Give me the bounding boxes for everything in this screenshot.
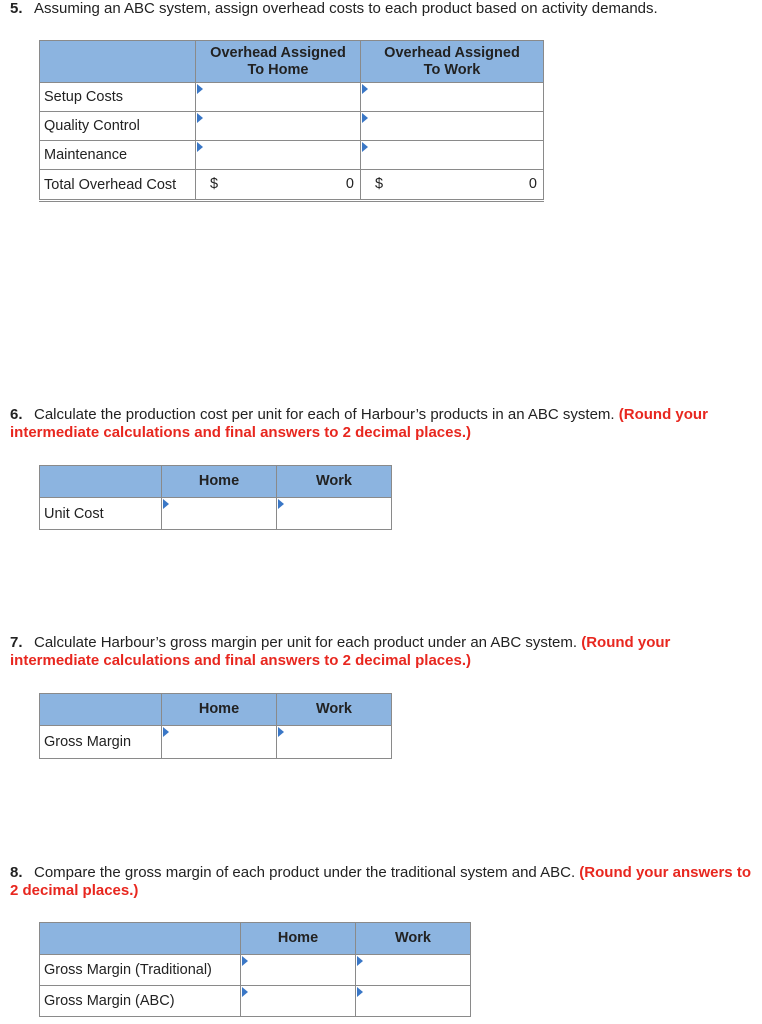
row-label: Maintenance	[40, 141, 196, 170]
col-header-work: Work	[277, 466, 392, 498]
quality-home-input[interactable]	[196, 112, 361, 141]
input-marker-icon	[242, 987, 248, 997]
traditional-home-input[interactable]	[241, 955, 356, 986]
currency-symbol: $	[375, 176, 384, 192]
input-marker-icon	[197, 113, 203, 123]
row-label: Quality Control	[40, 112, 196, 141]
gross-margin-home-input[interactable]	[162, 726, 277, 759]
input-marker-icon	[278, 499, 284, 509]
input-marker-icon	[357, 987, 363, 997]
col-header-home: Home	[241, 923, 356, 955]
traditional-work-input[interactable]	[356, 955, 471, 986]
rounding-note: (Round your intermediate calculations and final answers to 2 decimal places.)	[10, 634, 671, 669]
corner-cell	[40, 694, 162, 726]
table-row	[40, 83, 544, 112]
comparison-table	[39, 922, 471, 1017]
gross-margin-table	[39, 693, 392, 759]
unit-cost-table	[39, 465, 392, 530]
input-marker-icon	[242, 956, 248, 966]
table-row	[40, 141, 544, 170]
input-marker-icon	[362, 113, 368, 123]
input-marker-icon	[197, 84, 203, 94]
question-5	[10, 0, 755, 18]
col-header-home: Home	[162, 466, 277, 498]
total-home	[196, 170, 361, 201]
question-number: 8.	[10, 864, 23, 881]
col-header-work: Overhead Assigned To Work	[361, 41, 544, 83]
corner-cell	[40, 923, 241, 955]
question-number: 7.	[10, 634, 23, 651]
setup-home-input[interactable]	[196, 83, 361, 112]
table-row	[40, 112, 544, 141]
row-label: Setup Costs	[40, 83, 196, 112]
row-label: Gross Margin (ABC)	[40, 986, 241, 1017]
corner-cell	[40, 466, 162, 498]
input-marker-icon	[357, 956, 363, 966]
input-marker-icon	[197, 142, 203, 152]
gross-margin-work-input[interactable]	[277, 726, 392, 759]
total-row	[40, 170, 544, 201]
abc-work-input[interactable]	[356, 986, 471, 1017]
total-work	[361, 170, 544, 201]
setup-work-input[interactable]	[361, 83, 544, 112]
abc-home-input[interactable]	[241, 986, 356, 1017]
input-marker-icon	[163, 727, 169, 737]
input-marker-icon	[278, 727, 284, 737]
col-header-home: Overhead Assigned To Home	[196, 41, 361, 83]
question-text: Calculate the production cost per unit for each of Harbour’s products in an ABC system.	[34, 406, 615, 423]
overhead-table	[39, 40, 544, 202]
col-header-work: Work	[277, 694, 392, 726]
table-row	[40, 955, 471, 986]
input-marker-icon	[362, 84, 368, 94]
question-number: 6.	[10, 406, 23, 423]
maintenance-home-input[interactable]	[196, 141, 361, 170]
total-label: Total Overhead Cost	[40, 170, 196, 201]
question-6	[10, 406, 755, 442]
table-row	[40, 498, 392, 530]
col-header-work: Work	[356, 923, 471, 955]
maintenance-work-input[interactable]	[361, 141, 544, 170]
input-marker-icon	[362, 142, 368, 152]
question-text: Compare the gross margin of each product under the traditional system and ABC.	[34, 864, 576, 881]
table-row	[40, 986, 471, 1017]
row-label: Gross Margin (Traditional)	[40, 955, 241, 986]
rounding-note: (Round your intermediate calculations and final answers to 2 decimal places.)	[10, 406, 708, 441]
unit-cost-home-input[interactable]	[162, 498, 277, 530]
quality-work-input[interactable]	[361, 112, 544, 141]
row-label: Gross Margin	[40, 726, 162, 759]
question-text: Assuming an ABC system, assign overhead costs to each product based on activity demands.	[34, 0, 658, 17]
unit-cost-work-input[interactable]	[277, 498, 392, 530]
question-text: Calculate Harbour’s gross margin per unit for each product under an ABC system.	[34, 634, 578, 651]
input-marker-icon	[163, 499, 169, 509]
question-7	[10, 634, 755, 670]
corner-cell	[40, 41, 196, 83]
rounding-note: (Round your answers to 2 decimal places.)	[10, 864, 751, 899]
total-work-value: 0	[528, 176, 537, 192]
table-row	[40, 726, 392, 759]
col-header-home: Home	[162, 694, 277, 726]
currency-symbol: $	[210, 176, 219, 192]
question-8	[10, 864, 755, 900]
total-home-value: 0	[345, 176, 354, 192]
question-number: 5.	[10, 0, 23, 17]
row-label: Unit Cost	[40, 498, 162, 530]
